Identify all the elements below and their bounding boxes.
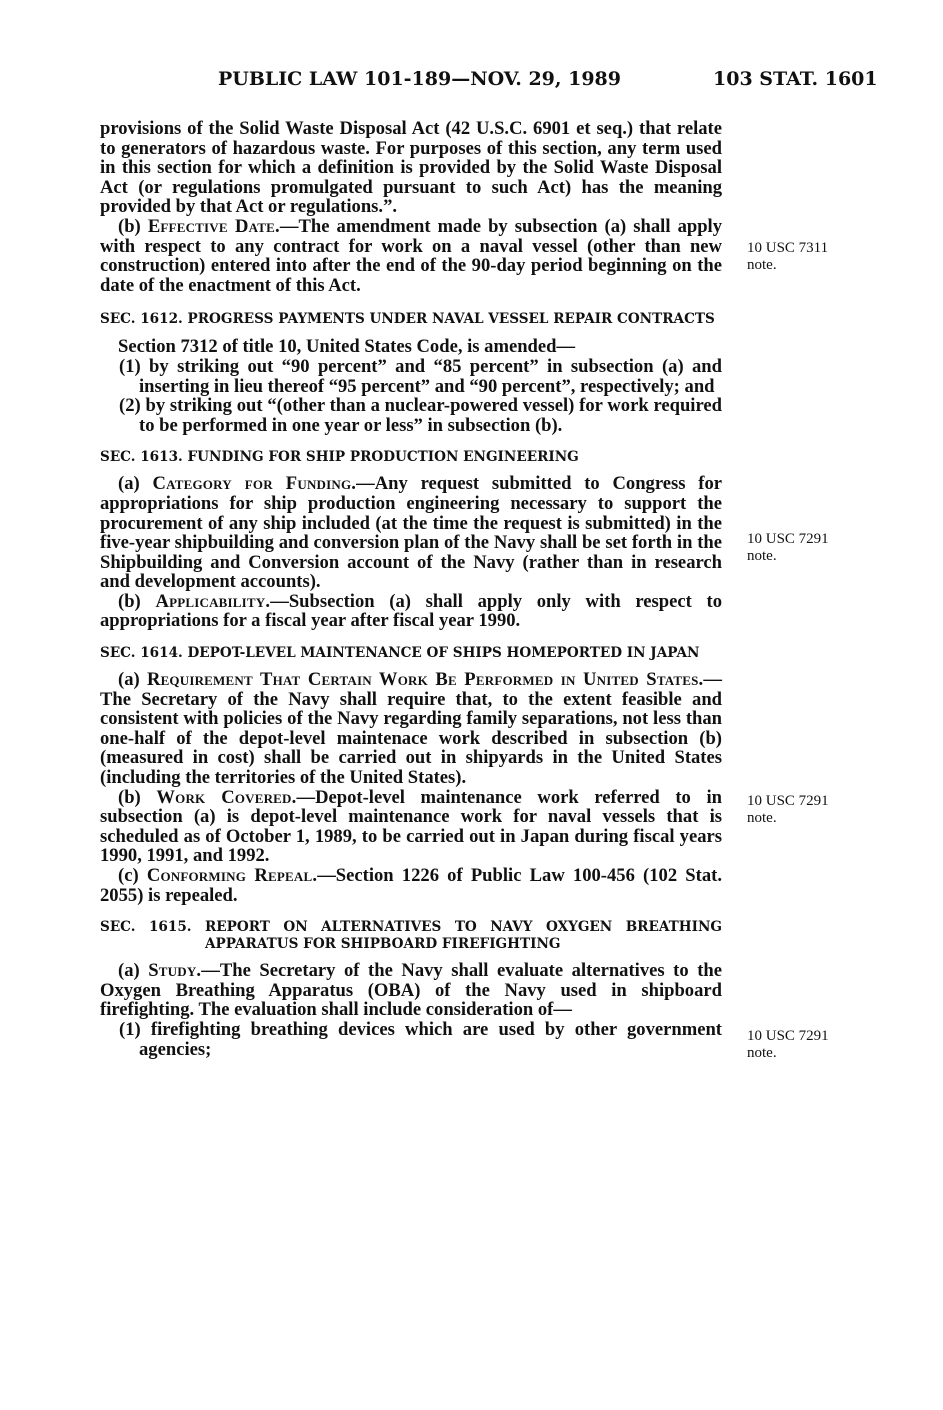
para-caption: Category for Funding. (152, 473, 357, 495)
margin-note: 10 USC 7291 note. (747, 531, 829, 564)
para-lead: (a) (118, 960, 149, 982)
running-head-page: 103 STAT. 1601 (713, 68, 878, 90)
margin-note: 10 USC 7311 note. (747, 240, 829, 273)
paragraph-1612-item-1: (1) by striking out “90 percent” and “85 percent” in subsection (a) and inserting in lieu thereof “95 percent” and “90 percent”, respectively; and (119, 355, 722, 397)
margin-note: 10 USC 7291 note. (747, 1028, 829, 1061)
paragraph-1615-item-1: (1) firefighting breathing devices which are used by other government agencies; (119, 1018, 722, 1060)
para-text: —Section 1226 of Public Law 100-456 (102 Stat. 2055) is repealed. (100, 865, 722, 906)
section-heading-1615: SEC. 1615. REPORT ON ALTERNATIVES TO NAVY OXYGEN BREATHING APPARATUS FOR SHIPBOARD FIREFIGHTING (100, 919, 722, 953)
para-lead: (b) (118, 786, 157, 808)
section-heading-1612: SEC. 1612. PROGRESS PAYMENTS UNDER NAVAL VESSEL REPAIR CONTRACTS (100, 311, 715, 328)
para-lead: (a) (118, 473, 153, 495)
para-text: —The amendment made by subsection (a) shall apply with respect to any contract for work on a naval vessel (other than new construction) entered into after the end of the 90-day period beginning on the date of the enactment of this Act. (100, 215, 723, 296)
para-lead: (c) (118, 865, 147, 886)
para-text: —Any request submitted to Congress for appropriations for ship production engineering necessary to support the procurement of any ship included (at the time the request is submitted) in the five-year shipbuilding and conversion plan of the Navy shall be set forth in the Shipbuilding and Conversion account of the Navy (rather than in research and development accounts). (100, 473, 723, 593)
paragraph-1611-b (100, 217, 722, 295)
para-text: —Depot-level maintenance work referred to in subsection (a) is depot-level maintenance work for naval vessels that is scheduled as of October 1, 1989, to be carried out in Japan during fiscal years 1990, 1991, and 1992. (100, 786, 722, 867)
para-text: —Subsection (a) shall apply only with respect to appropriations for a fiscal year after fiscal year 1990. (100, 590, 722, 632)
section-heading-1614: SEC. 1614. DEPOT-LEVEL MAINTENANCE OF SHIPS HOMEPORTED IN JAPAN (100, 645, 700, 662)
paragraph-1612-intro: Section 7312 of title 10, United States Code, is amended— (118, 336, 576, 358)
paragraph-intro: provisions of the Solid Waste Disposal Act (42 U.S.C. 6901 et seq.) that relate to generators of hazardous waste. For purposes of this section, any term used in this section for which a definition is provided by the Solid Waste Disposal Act (or regulations promulgated pursuant to such Act) has the meaning provided by that Act or regulations.”. (100, 118, 722, 218)
para-lead: (a) (118, 669, 147, 691)
main-text-column (100, 119, 722, 1059)
para-caption: Work Covered. (156, 786, 297, 808)
section-heading-1613: SEC. 1613. FUNDING FOR SHIP PRODUCTION ENGINEERING (100, 449, 579, 466)
margin-note: 10 USC 7291 note. (747, 793, 829, 826)
para-caption: Effective Date. (147, 215, 280, 237)
paragraph-1612-item-2: (2) by striking out “(other than a nuclear-powered vessel) for work required to be performed in one year or less” in subsection (b). (119, 395, 722, 436)
para-caption: Applicability. (155, 590, 271, 612)
para-text: —The Secretary of the Navy shall evaluate alternatives to the Oxygen Breathing Apparatus (OBA) of the Navy used in shipboard firefighting. The evaluation shall include consideration of— (100, 960, 722, 1021)
para-text: —The Secretary of the Navy shall require that, to the extent feasible and consistent with policies of the Navy regarding family separations, not less than one-half of the depot-level maintenace work described in subsection (b) (measured in cost) shall be carried out in shipyards in the United States (including the territories of the United States). (100, 669, 722, 789)
para-caption: Requirement That Certain Work Be Performed in United States. (146, 669, 704, 691)
running-head-title: PUBLIC LAW 101-189—NOV. 29, 1989 (218, 68, 621, 90)
para-caption: Conforming Repeal. (146, 865, 318, 886)
para-caption: Study. (148, 960, 202, 982)
paragraph-1614-c (100, 866, 722, 905)
paragraph-1614-b (100, 788, 722, 866)
para-lead: (b) (118, 590, 156, 612)
paragraph-1614-a (100, 670, 722, 788)
paragraph-1615-a (100, 961, 722, 1020)
paragraph-1613-b (100, 592, 722, 631)
paragraph-1613-a (100, 474, 722, 592)
para-lead: (b) (118, 215, 148, 237)
